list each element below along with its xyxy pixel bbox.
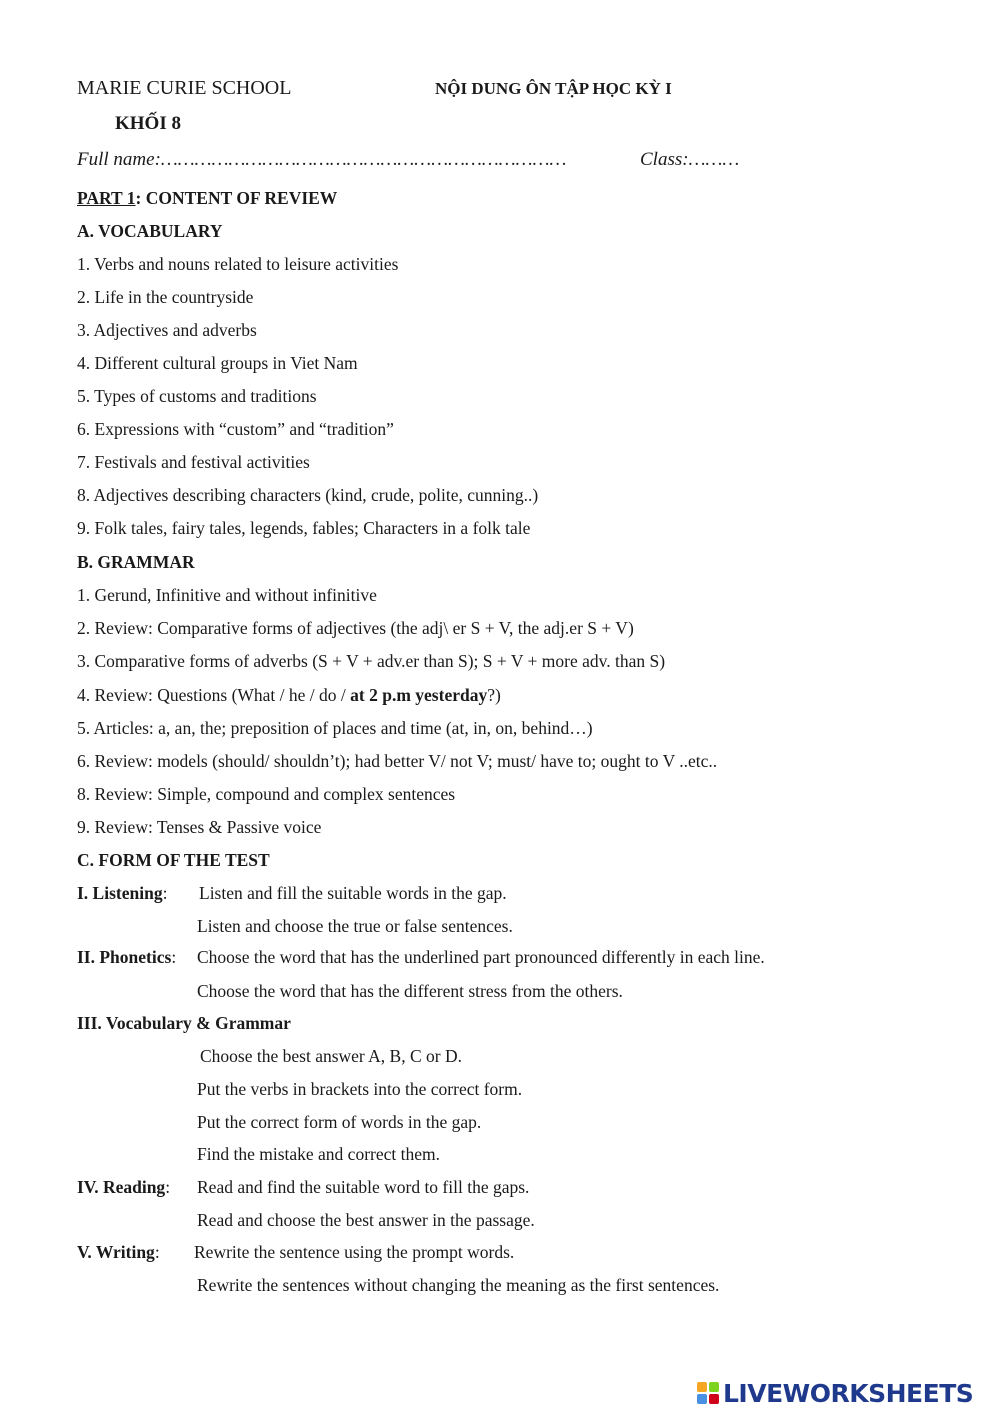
logo-text: LIVEWORKSHEETS <box>723 1378 974 1408</box>
list-item: Rewrite the sentences without changing the meaning as the first sentences. <box>197 1275 720 1295</box>
list-item: 2. Life in the countryside <box>77 287 254 307</box>
list-item: Read and find the suitable word to fill the gaps. <box>197 1177 530 1197</box>
list-item: Listen and choose the true or false sentences. <box>197 916 513 936</box>
fullname-field: Full name:……………………………………………………………… <box>77 149 567 170</box>
list-item: Put the verbs in brackets into the correct form. <box>197 1079 523 1099</box>
vocab-grammar-label: III. Vocabulary & Grammar <box>77 1013 291 1033</box>
list-item: 9. Folk tales, fairy tales, legends, fables; Characters in a folk tale <box>77 518 531 538</box>
list-item: Read and choose the best answer in the passage. <box>197 1210 535 1230</box>
list-item: Put the correct form of words in the gap. <box>197 1112 482 1132</box>
writing-label: V. Writing: <box>77 1242 160 1262</box>
list-item: 7. Festivals and festival activities <box>77 452 310 472</box>
part1-heading <box>77 187 337 209</box>
list-item: Rewrite the sentence using the prompt words. <box>194 1242 515 1262</box>
list-item: 1. Verbs and nouns related to leisure activities <box>77 254 399 274</box>
item4-pre: 4. Review: Questions (What / he / do / <box>77 685 351 705</box>
listening-label: I. Listening: <box>77 883 168 903</box>
form-heading: C. FORM OF THE TEST <box>77 850 270 870</box>
logo-mark-icon <box>697 1382 719 1404</box>
phonetics-label: II. Phonetics: <box>77 947 177 967</box>
list-item: Find the mistake and correct them. <box>197 1144 440 1164</box>
part1-rest: : CONTENT OF REVIEW <box>135 188 338 208</box>
list-item: 5. Articles: a, an, the; preposition of places and time (at, in, on, behind…) <box>77 718 593 738</box>
item4-bold: at 2 p.m yesterday <box>350 685 488 705</box>
list-item: 8. Review: Simple, compound and complex sentences <box>77 784 456 804</box>
class-field: Class:……… <box>640 149 740 170</box>
item4-post: ?) <box>487 685 501 705</box>
vocabulary-heading: A. VOCABULARY <box>77 221 223 241</box>
list-item: 1. Gerund, Infinitive and without infinitive <box>77 585 377 605</box>
list-item: Listen and fill the suitable words in the gap. <box>199 883 507 903</box>
list-item <box>77 684 501 706</box>
list-item: Choose the best answer A, B, C or D. <box>200 1046 462 1066</box>
grammar-heading: B. GRAMMAR <box>77 552 195 572</box>
part1-label: PART 1 <box>77 188 136 208</box>
list-item: 3. Comparative forms of adverbs (S + V + adv.er than S); S + V + more adv. than S) <box>77 651 666 671</box>
list-item: 8. Adjectives describing characters (kind, crude, polite, cunning..) <box>77 485 539 505</box>
list-item: Choose the word that has the underlined part pronounced differently in each line. <box>197 947 765 967</box>
list-item: 5. Types of customs and traditions <box>77 386 317 406</box>
list-item: Choose the word that has the different stress from the others. <box>197 981 623 1001</box>
list-item: 2. Review: Comparative forms of adjectives (the adj\ er S + V, the adj.er S + V) <box>77 618 634 638</box>
liveworksheets-logo <box>697 1378 997 1408</box>
document-title: NỘI DUNG ÔN TẬP HỌC KỲ I <box>435 79 672 98</box>
grade-label: KHỐI 8 <box>115 113 181 134</box>
list-item: 6. Review: models (should/ shouldn’t); had better V/ not V; must/ have to; ought to V ..etc.. <box>77 751 718 771</box>
list-item: 4. Different cultural groups in Viet Nam <box>77 353 358 373</box>
list-item: 3. Adjectives and adverbs <box>77 320 257 340</box>
reading-label: IV. Reading: <box>77 1177 171 1197</box>
school-name: MARIE CURIE SCHOOL <box>77 77 292 99</box>
list-item: 6. Expressions with “custom” and “tradition” <box>77 419 394 439</box>
list-item: 9. Review: Tenses & Passive voice <box>77 817 322 837</box>
